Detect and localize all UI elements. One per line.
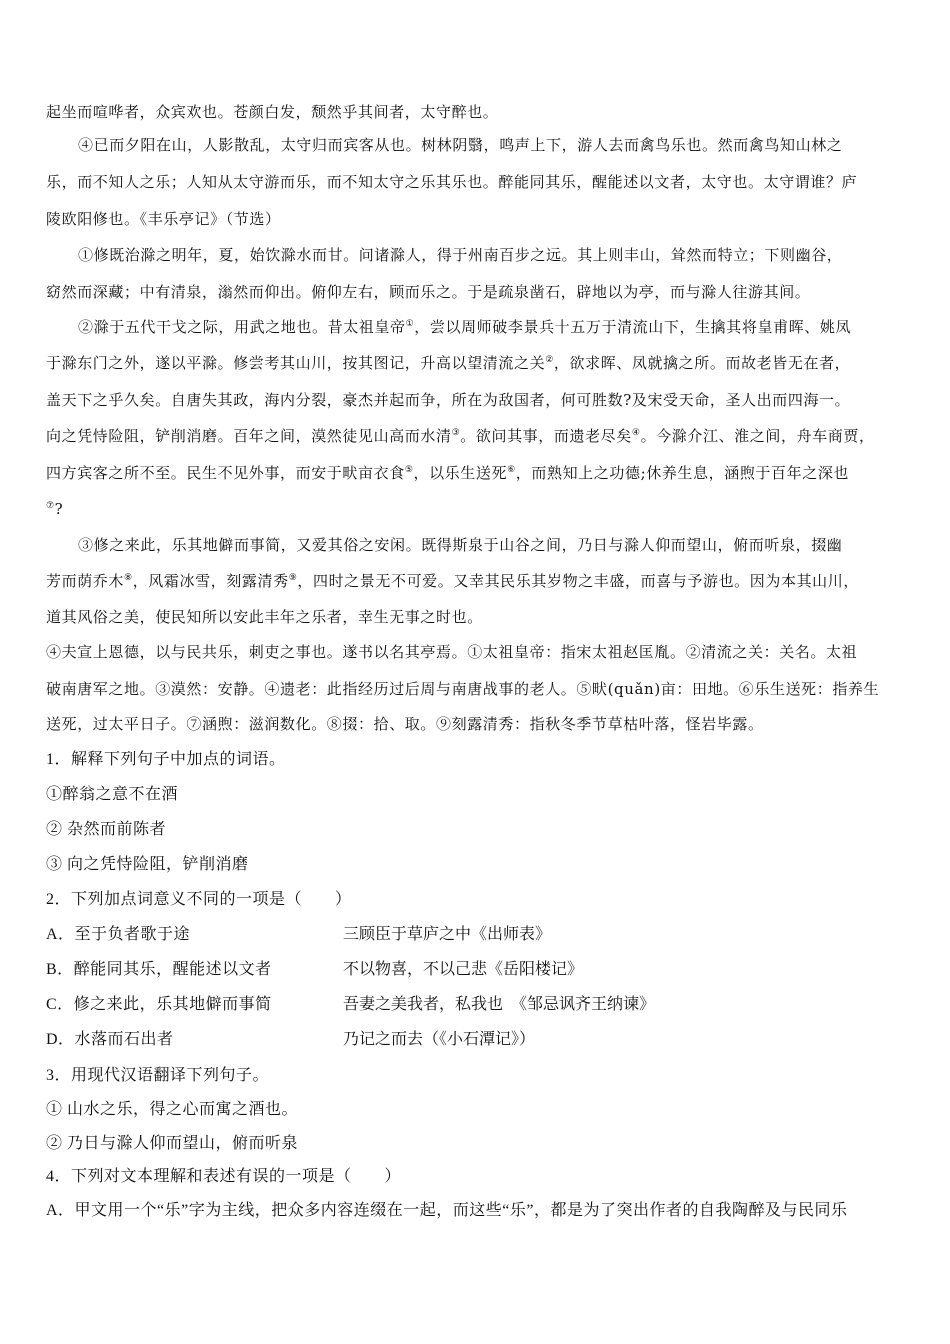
passage-line: 四方宾客之所不至。民生不见外事，而安于畎亩衣食⑤，以乐生送死⑥，而熟知上之功德;休养生息，涵煦于百年之深也 xyxy=(46,464,850,482)
passage-source: 陵欧阳修也。《丰乐亭记》（节选） xyxy=(46,210,281,228)
question-4-stem: 4．下列对文本理解和表述有误的一项是（ ） xyxy=(46,1168,402,1185)
passage-line: 向之凭恃险阻，铲削消磨。百年之间，漠然徒见山高而水清③。欲问其事，而遗老尽矣④。今滁介江、淮之间，舟车商贾， xyxy=(46,427,875,445)
question-2-option-c-compare: 吾妻之美我者，私我也 《邹忌讽齐王纳谏》 xyxy=(343,996,656,1013)
question-1-stem: 1．解释下列句子中加点的词语。 xyxy=(46,751,286,768)
question-2-option-b-compare: 不以物喜，不以己悲《岳阳楼记》 xyxy=(343,961,584,978)
passage-line: 芳而荫乔木⑧，风霜冰雪，刻露清秀⑨，四时之景无不可爱。又幸其民乐其岁物之丰盛，而喜与予游也。因为本其山川， xyxy=(46,572,859,590)
footnote-ref: ② xyxy=(545,355,554,365)
question-3-stem: 3．用现代汉语翻译下列句子。 xyxy=(46,1067,270,1084)
footnote-ref: ③ xyxy=(451,428,461,438)
question-2-option-a-compare: 三顾臣于草庐之中《出师表》 xyxy=(343,926,552,943)
question-1-item: ③ 向之凭恃险阻，铲削消磨 xyxy=(46,856,249,873)
footnote-ref: ⑨ xyxy=(288,573,298,583)
passage-line: 窈然而深藏；中有清泉，滃然而仰出。俯仰左右，顾而乐之。于是疏泉凿石，辟地以为亭，而与滁人往游其间。 xyxy=(46,283,811,301)
footnote-ref: ④ xyxy=(631,428,641,438)
question-4-option-a: A．甲文用一个“乐”字为主线，把众多内容连缀在一起，而这些“乐”，都是为了突出作者的自我陶醉及与民同乐 xyxy=(46,1202,848,1219)
passage-paragraph-1: ①修既治滁之明年，夏，始饮滁水而甘。问诸滁人，得于州南百步之远。其上则丰山，耸然而特立；下则幽谷， xyxy=(78,246,843,264)
passage-paragraph-3: ③修之来此，乐其地僻而事简，又爱其俗之安闲。既得斯泉于山谷之间，乃日与滁人仰而望山，俯而听泉，掇幽 xyxy=(78,536,843,554)
question-2-option-c: C．修之来此，乐其地僻而事简 xyxy=(46,996,272,1013)
question-3-item: ① 山水之乐，得之心而寓之酒也。 xyxy=(46,1101,299,1118)
passage-line: 于滁东门之外，遂以平滁。修尝考其山川，按其图记，升高以望清流之关②，欲求晖、凤就擒之所。而故老皆无在者， xyxy=(46,354,851,372)
question-2-option-b: B．醉能同其乐，醒能述以文者 xyxy=(46,961,272,978)
passage-line: 道其风俗之美，使民知所以安此丰年之乐者，幸生无事之时也。 xyxy=(46,608,483,626)
question-3-item: ② 乃日与滁人仰而望山，俯而听泉 xyxy=(46,1135,299,1152)
footnote-ref: ⑦ xyxy=(46,501,55,511)
question-2-option-d-compare: 乃记之而去（《小石潭记》） xyxy=(343,1031,536,1048)
question-2-option-d: D．水落而石出者 xyxy=(46,1031,174,1048)
passage-line: ⑦? xyxy=(46,500,64,518)
question-2-option-a: A．至于负者歌于途 xyxy=(46,926,191,943)
question-1-item: ①醉翁之意不在酒 xyxy=(46,786,179,803)
question-2-stem: 2．下列加点词意义不同的一项是（ ） xyxy=(46,891,352,908)
question-1-item: ② 杂然而前陈者 xyxy=(46,821,167,838)
footnote-ref: ① xyxy=(405,319,415,329)
footnotes-line: 破南唐军之地。③漠然：安静。④遗老：此指经历过后周与南唐战事的老人。⑤畎(quǎn)亩：田地。⑥乐生送死：指养生 xyxy=(46,680,880,698)
footnotes-line: 送死，过太平日子。⑦涵煦：滋润数化。⑧掇：拾、取。⑨刻露清秀：指秋冬季节草枯叶落，怪岩毕露。 xyxy=(46,715,764,733)
footnote-ref: ⑧ xyxy=(124,573,133,583)
passage-paragraph-4b: ④夫宣上恩德，以与民共乐，刺吏之事也。遂书以名其亭焉。①太祖皇帝：指宋太祖赵匡胤。②清流之关：关名。太祖 xyxy=(46,643,858,661)
passage-paragraph-4: ④已而夕阳在山，人影散乱，太守归而宾客从也。树林阴翳，鸣声上下，游人去而禽鸟乐也。然而禽鸟知山林之 xyxy=(78,136,843,154)
footnote-ref: ⑤ xyxy=(404,465,414,475)
footnote-ref: ⑥ xyxy=(507,465,516,475)
passage-line: 盖天下之乎久矣。自唐失其政，海内分裂，豪杰并起而争，所在为敌国者，何可胜数?及宋受天命，圣人出而四海一。 xyxy=(46,391,851,409)
passage-line: 起坐而喧哗者，众宾欢也。苍颜白发，颓然乎其间者，太守醉也。 xyxy=(46,103,499,121)
passage-paragraph-2: ②滁于五代干戈之际，用武之地也。昔太祖皇帝①，尝以周师破李景兵十五万于清流山下，生擒其将皇甫晖、姚凤 xyxy=(78,318,852,336)
passage-line: 乐，而不知人之乐；人知从太守游而乐，而不知太守之乐其乐也。醉能同其乐，醒能述以文者，太守也。太守谓谁？庐 xyxy=(46,173,858,191)
